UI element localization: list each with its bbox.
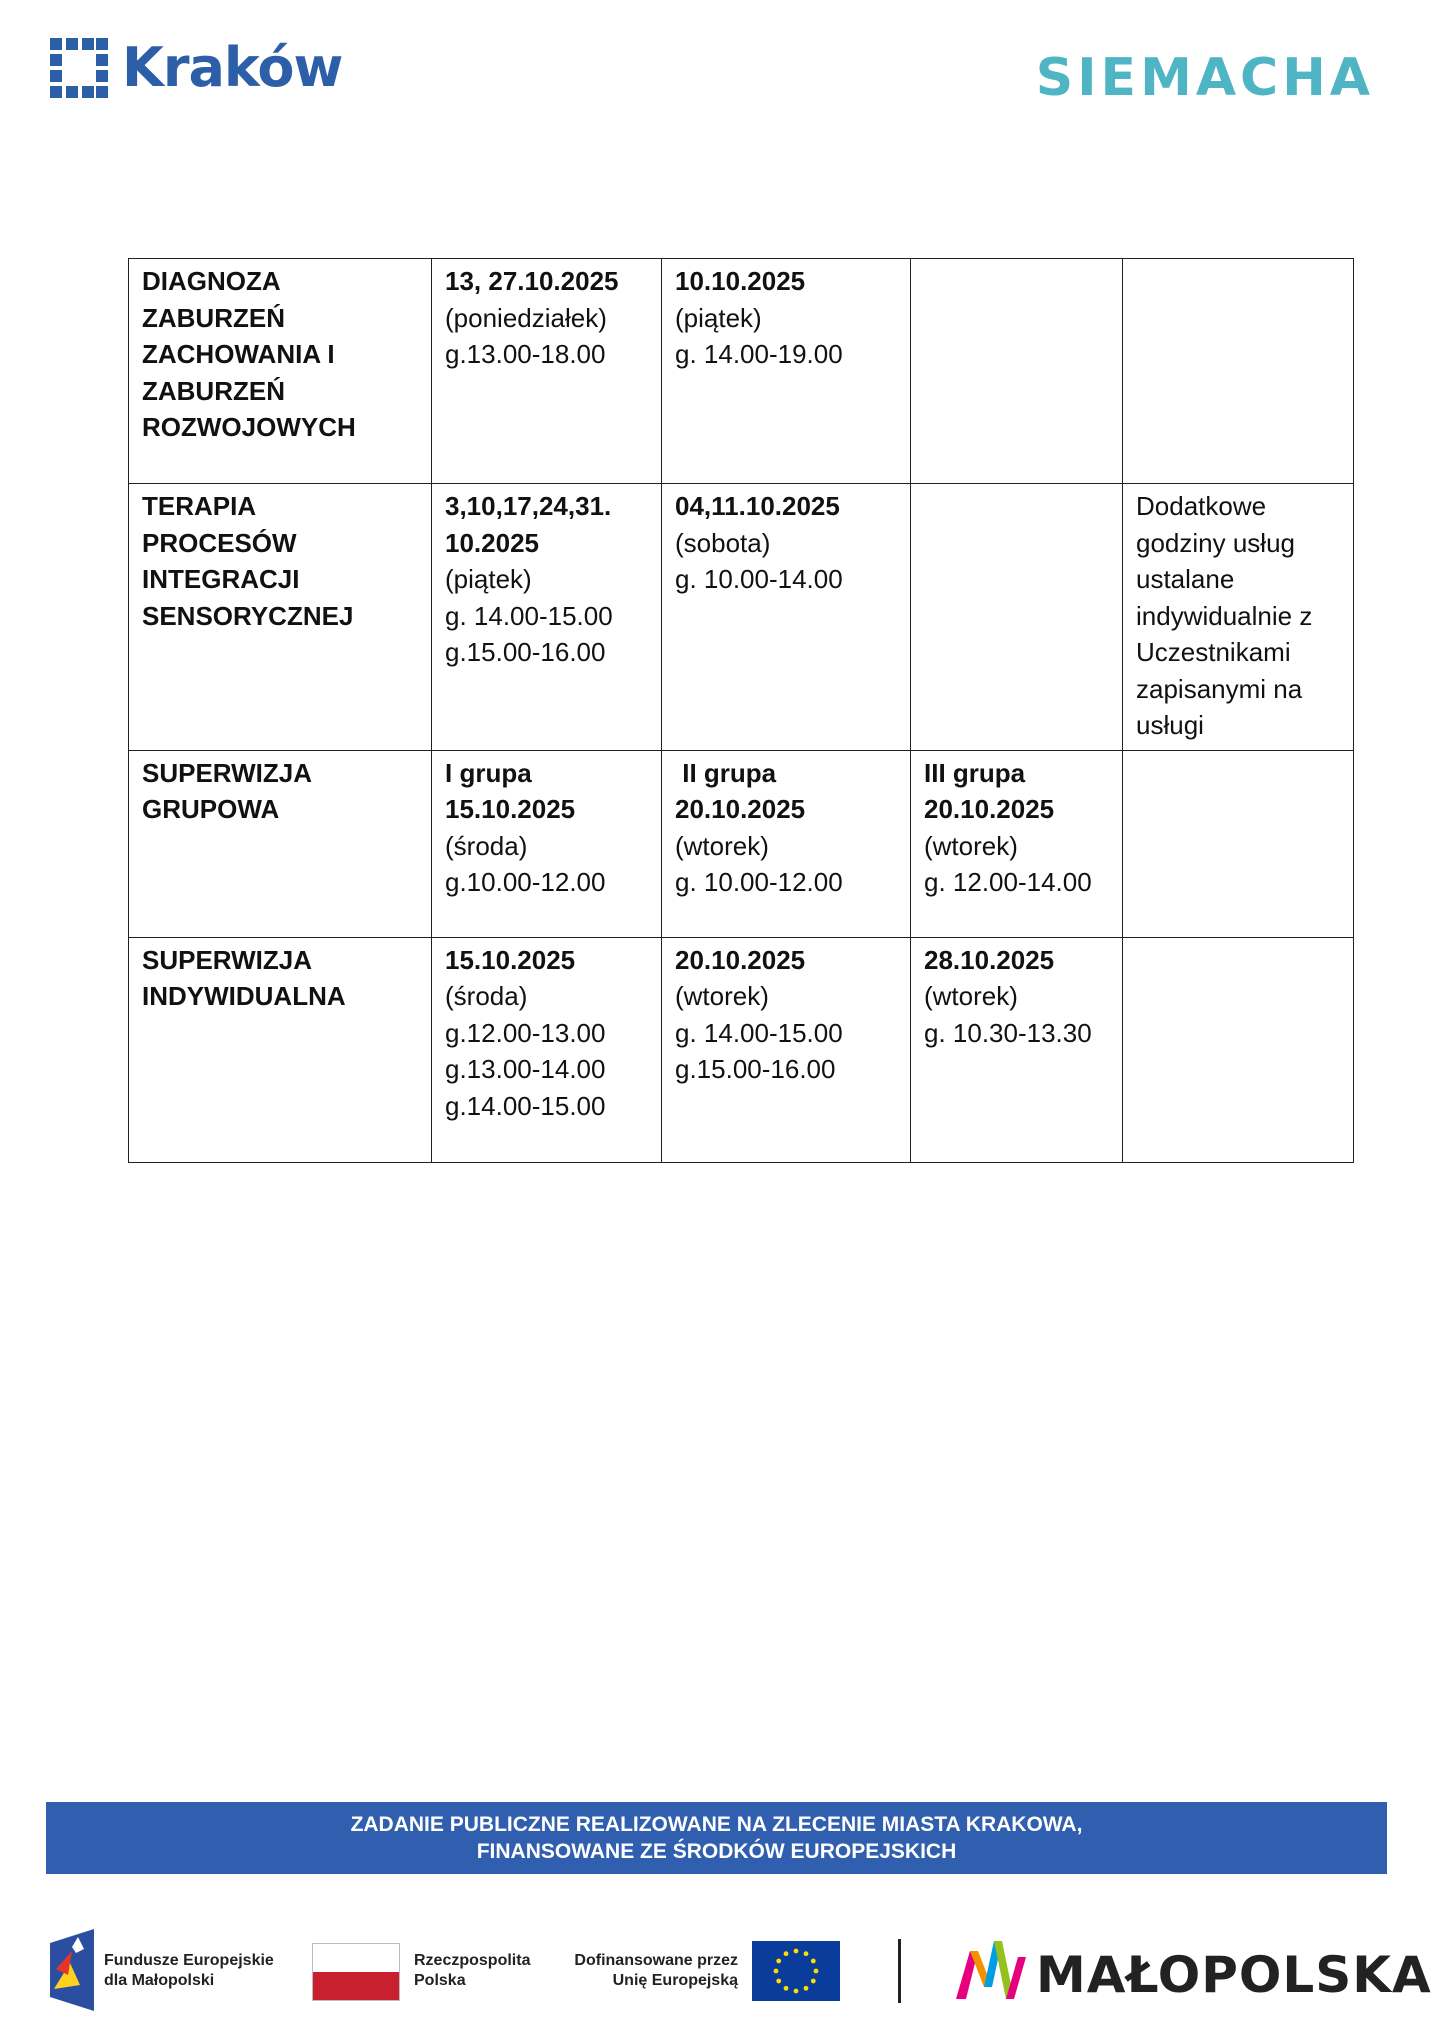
schedule-cell-col2 xyxy=(662,750,911,937)
date-line: 15.10.2025 xyxy=(445,794,576,824)
schedule-cell-col4 xyxy=(1123,750,1354,937)
service-title-line: SUPERWIZJA xyxy=(142,944,312,975)
schedule-cell-col4 xyxy=(1123,484,1354,751)
detail-line: g.13.00-18.00 xyxy=(445,339,606,369)
date-line: 20.10.2025 xyxy=(924,794,1055,824)
rp-logo-text xyxy=(414,1951,530,1991)
eu-line-2: Unię Europejską xyxy=(612,1972,738,1989)
detail-line: (piątek) xyxy=(445,564,532,594)
logo-divider xyxy=(898,1939,901,2003)
service-title-cell xyxy=(129,750,432,937)
schedule-cell-col3 xyxy=(911,937,1123,1162)
date-line: II grupa xyxy=(675,757,777,788)
service-title-line: INDYWIDUALNA xyxy=(142,981,346,1011)
date-line: 10.10.2025 xyxy=(675,266,806,296)
detail-line: g.14.00-15.00 xyxy=(445,1090,606,1121)
detail-line: godziny usług xyxy=(1136,527,1295,558)
date-line: 3,10,17,24,31. xyxy=(445,491,612,521)
rp-line-2: Polska xyxy=(414,1972,466,1989)
detail-line: (środa) xyxy=(445,830,528,861)
detail-line: g. 14.00-15.00 xyxy=(675,1017,843,1048)
eu-star-icon xyxy=(776,1959,781,1964)
banner-line-1: ZADANIE PUBLICZNE REALIZOWANE NA ZLECENIE MIASTA KRAKOWA, xyxy=(350,1813,1083,1836)
service-title-line: ZACHOWANIA I xyxy=(142,339,335,369)
fe-line-2: dla Małopolski xyxy=(104,1972,215,1989)
eu-star-icon xyxy=(811,1979,816,1984)
rp-line-1: Rzeczpospolita xyxy=(414,1952,531,1969)
service-title-line: SENSORYCZNEJ xyxy=(142,600,354,631)
detail-line: zapisanymi na xyxy=(1136,673,1303,704)
detail-line: g. 14.00-15.00 xyxy=(445,600,613,631)
detail-line: (poniedziałek) xyxy=(445,302,607,333)
detail-line: ustalane xyxy=(1136,564,1235,594)
detail-line: g.15.00-16.00 xyxy=(675,1054,836,1084)
service-title-cell xyxy=(129,259,432,484)
detail-line: g. 10.00-14.00 xyxy=(675,564,843,594)
table-row xyxy=(129,484,1354,751)
detail-line: (wtorek) xyxy=(924,830,1018,861)
schedule-cell-col1 xyxy=(432,259,662,484)
detail-line: usługi xyxy=(1136,710,1204,740)
eu-line-1: Dofinansowane przez xyxy=(574,1952,738,1969)
date-line: 10.2025 xyxy=(445,527,539,558)
detail-line: g. 12.00-14.00 xyxy=(924,867,1092,897)
detail-line: Uczestnikami xyxy=(1136,637,1291,667)
service-title-line: ZABURZEŃ xyxy=(142,375,285,406)
detail-line: (wtorek) xyxy=(675,981,769,1011)
schedule-cell-col1 xyxy=(432,484,662,751)
detail-line: g. 10.30-13.30 xyxy=(924,1017,1092,1048)
fundusze-europejskie-icon xyxy=(50,1929,94,2011)
krakow-emblem-icon xyxy=(50,38,108,98)
service-title-cell xyxy=(129,484,432,751)
siemacha-logo: SIEMACHA xyxy=(1035,48,1374,108)
eu-star-icon xyxy=(784,1986,789,1991)
date-line: III grupa xyxy=(924,757,1026,788)
service-title-line: ROZWOJOWYCH xyxy=(142,412,356,442)
service-title-line: TERAPIA xyxy=(142,491,257,521)
schedule-cell-col4 xyxy=(1123,259,1354,484)
date-line: 04,11.10.2025 xyxy=(675,491,840,521)
eu-star-icon xyxy=(794,1949,799,1954)
detail-line: (wtorek) xyxy=(675,830,769,861)
fe-line-1: Fundusze Europejskie xyxy=(104,1952,274,1969)
eu-flag-icon xyxy=(752,1941,840,2001)
detail-line: g.15.00-16.00 xyxy=(445,637,606,667)
schedule-cell-col2 xyxy=(662,259,911,484)
schedule-cell-col3 xyxy=(911,750,1123,937)
malopolska-m-icon xyxy=(956,1937,1028,2003)
detail-line: indywidualnie z xyxy=(1136,600,1313,631)
eu-star-icon xyxy=(776,1979,781,1984)
date-line: 15.10.2025 xyxy=(445,944,576,975)
schedule-cell-col1 xyxy=(432,937,662,1162)
schedule-cell-col2 xyxy=(662,937,911,1162)
schedule-table xyxy=(128,258,1354,1163)
eu-star-icon xyxy=(804,1986,809,1991)
detail-line: (piątek) xyxy=(675,302,762,333)
krakow-logo xyxy=(50,38,342,98)
fe-logo-text xyxy=(104,1951,274,1991)
table-row xyxy=(129,750,1354,937)
schedule-cell-col3 xyxy=(911,259,1123,484)
service-title-line: GRUPOWA xyxy=(142,794,280,824)
banner-line-2: FINANSOWANE ZE ŚRODKÓW EUROPEJSKICH xyxy=(476,1840,957,1863)
service-title-line: INTEGRACJI xyxy=(142,564,300,594)
schedule-cell-col1 xyxy=(432,750,662,937)
funding-logos xyxy=(0,1925,1440,2015)
funding-banner xyxy=(46,1802,1387,1874)
eu-logo-text xyxy=(560,1951,738,1991)
detail-line: g.13.00-14.00 xyxy=(445,1054,606,1084)
eu-star-icon xyxy=(814,1969,819,1974)
detail-line: g.12.00-13.00 xyxy=(445,1017,606,1048)
eu-star-icon xyxy=(794,1989,799,1994)
detail-line: g. 14.00-19.00 xyxy=(675,339,843,369)
malopolska-logo-text: MAŁOPOLSKA xyxy=(1036,1946,1432,2004)
date-line: 28.10.2025 xyxy=(924,944,1055,975)
date-line: 20.10.2025 xyxy=(675,944,806,975)
schedule-cell-col3 xyxy=(911,484,1123,751)
date-line: 13, 27.10.2025 xyxy=(445,266,619,296)
table-row xyxy=(129,259,1354,484)
eu-star-icon xyxy=(804,1951,809,1956)
detail-line: (środa) xyxy=(445,981,528,1011)
service-title-cell xyxy=(129,937,432,1162)
detail-line: g. 10.00-12.00 xyxy=(675,867,843,897)
detail-line: (sobota) xyxy=(675,527,771,558)
eu-star-icon xyxy=(811,1959,816,1964)
detail-line: (wtorek) xyxy=(924,981,1018,1011)
date-line: I grupa xyxy=(445,757,532,788)
detail-line: Dodatkowe xyxy=(1136,491,1267,521)
service-title-line: ZABURZEŃ xyxy=(142,302,285,333)
service-title-line: SUPERWIZJA xyxy=(142,757,312,788)
date-line: 20.10.2025 xyxy=(675,794,806,824)
table-row xyxy=(129,937,1354,1162)
krakow-logo-text: Kraków xyxy=(122,36,343,99)
schedule-cell-col2 xyxy=(662,484,911,751)
schedule-cell-col4 xyxy=(1123,937,1354,1162)
detail-line: g.10.00-12.00 xyxy=(445,867,606,897)
eu-star-icon xyxy=(784,1951,789,1956)
service-title-line: DIAGNOZA xyxy=(142,266,281,296)
poland-flag-icon xyxy=(312,1943,400,2001)
eu-star-icon xyxy=(774,1969,779,1974)
service-title-line: PROCESÓW xyxy=(142,527,297,558)
